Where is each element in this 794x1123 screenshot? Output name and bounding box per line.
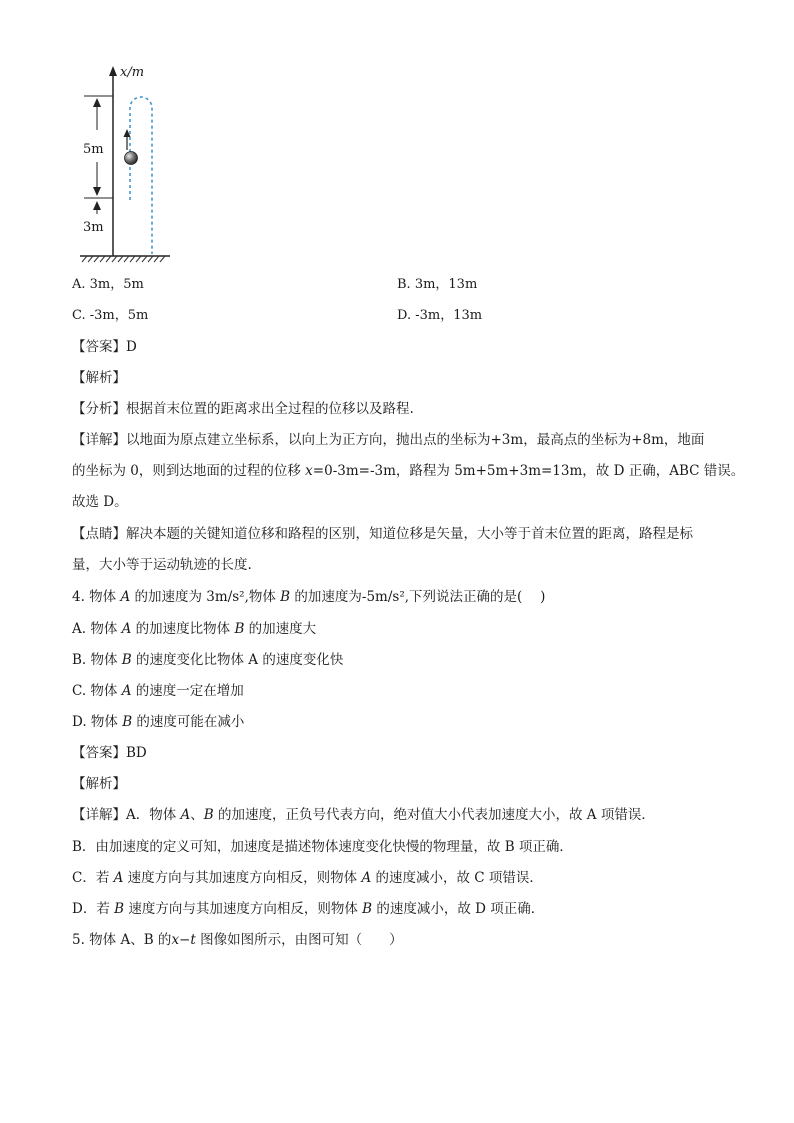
q4-analysis-header: 【解析】 [72,776,126,792]
q4-xiangjie-line1: 【详解】A．物体 A、B 的加速度，正负号代表方向，绝对值大小代表加速度大小，故 A 项错误． [72,807,655,823]
q3-xiangjie-line1: 【详解】以地面为原点建立坐标系，以向上为正方向，抛出点的坐标为+3m，最高点的坐标为+8m，地面 [72,432,705,448]
q3-analysis-header: 【解析】 [72,370,126,386]
q4-xiangjie-line2: B．由加速度的定义可知，加速度是描述物体速度变化快慢的物理量，故 B 项正确． [72,839,573,855]
q3-option-b: B. 3m，13m [397,277,478,292]
ball-icon [125,152,138,165]
q5-stem: 5. 物体 A、B 的x−t 图像如图所示，由图可知（ ） [72,932,403,948]
label-5m: 5m [83,142,104,157]
q4-option-b: B. 物体 B 的速度变化比物体 A 的速度变化快 [72,652,344,668]
axis-arrow-icon [109,66,117,76]
q4-xiangjie-line3: C．若 A 速度方向与其加速度方向相反，则物体 A 的速度减小，故 C 项错误． [72,870,543,886]
q3-xiangjie-line2: 的坐标为 0，则到达地面的过程的位移 x=0-3m=-3m，路程为 5m+5m+3m=13m，故 D 正确，ABC 错误。 [72,463,745,479]
q3-option-a: A. 3m，5m [72,277,144,292]
axis-label: x/m [120,65,145,80]
dim-up-arrow-icon [93,98,101,107]
q4-option-d: D. 物体 B 的速度可能在减小 [72,714,245,730]
trajectory-path [130,97,152,254]
q4-option-a: A. 物体 A 的加速度比物体 B 的加速度大 [72,621,317,637]
q3-option-c: C. -3m，5m [72,308,149,323]
q3-answer: 【答案】D [72,339,137,355]
q3-xiangjie-line3: 故选 D。 [72,494,128,510]
q3-dianjing-line1: 【点睛】解决本题的关键知道位移和路程的区别，知道位移是矢量，大小等于首末位置的距离，路程是标 [72,526,693,542]
q3-option-d: D. -3m，13m [397,308,483,323]
ground-hatch [82,256,165,262]
q3-fenxi: 【分析】根据首末位置的距离求出全过程的位移以及路程. [72,401,414,417]
q3-dianjing-line2: 量，大小等于运动轨迹的长度. [72,557,252,573]
q4-answer: 【答案】BD [72,745,147,761]
q4-stem: 4. 物体 A 的加速度为 3m/s²,物体 B 的加速度为-5m/s²,下列说法正确的是( ) [72,589,546,605]
dim-down-arrow-icon [93,187,101,196]
q4-option-c: C. 物体 A 的速度一定在增加 [72,683,244,699]
label-3m: 3m [83,220,104,235]
q4-xiangjie-line4: D．若 B 速度方向与其加速度方向相反，则物体 B 的速度减小，故 D 项正确． [72,901,545,917]
